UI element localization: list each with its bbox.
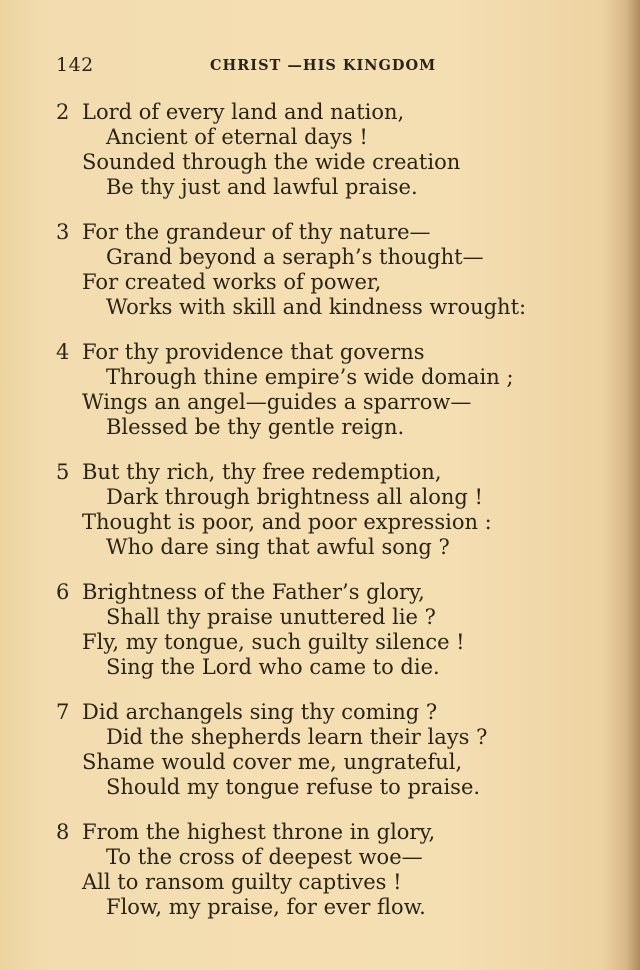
- verse-line: For thy providence that governs: [82, 340, 425, 364]
- stanza-number: 8: [56, 820, 70, 844]
- stanza-number: 2: [56, 100, 70, 124]
- verse-line: But thy rich, thy free redemption,: [82, 460, 442, 484]
- verse-line: Through thine empire’s wide domain ;: [106, 365, 514, 389]
- verse-line: Works with skill and kindness wrought:: [106, 295, 527, 319]
- stanza-2: [56, 100, 616, 200]
- verse-line: All to ransom guilty captives !: [82, 870, 402, 894]
- verse-line: Sounded through the wide creation: [82, 150, 461, 174]
- stanza-7: [56, 700, 616, 800]
- stanza-number: 6: [56, 580, 70, 604]
- verse-line: Sing the Lord who came to die.: [106, 655, 440, 679]
- verse-line: Grand beyond a seraph’s thought—: [106, 245, 484, 269]
- verse-line: Lord of every land and nation,: [82, 100, 405, 124]
- page-number: 142: [56, 54, 94, 76]
- verse-line: Be thy just and lawful praise.: [106, 175, 418, 199]
- verse-line: Dark through brightness all along !: [106, 485, 483, 509]
- page-header-title: CHRIST —HIS KINGDOM: [210, 57, 437, 74]
- stanza-number: 7: [56, 700, 70, 724]
- verse-line: To the cross of deepest woe—: [106, 845, 423, 869]
- verse-line: Should my tongue refuse to praise.: [106, 775, 481, 799]
- verse-line: Shall thy praise unuttered lie ?: [106, 605, 436, 629]
- verse-line: For the grandeur of thy nature—: [82, 220, 431, 244]
- verse-line: Did the shepherds learn their lays ?: [106, 725, 488, 749]
- stanza-3: [56, 220, 616, 320]
- verse-line: Brightness of the Father’s glory,: [82, 580, 425, 604]
- stanza-8: [56, 820, 616, 920]
- page-edge-shadow: [626, 0, 640, 970]
- stanza-number: 5: [56, 460, 70, 484]
- verse-line: Ancient of eternal days !: [106, 125, 368, 149]
- stanza-4: [56, 340, 616, 440]
- stanza-5: [56, 460, 616, 560]
- verse-line: Shame would cover me, ungrateful,: [82, 750, 463, 774]
- verse-line: Blessed be thy gentle reign.: [106, 415, 405, 439]
- stanza-number: 3: [56, 220, 70, 244]
- verse-line: From the highest throne in glory,: [82, 820, 436, 844]
- stanza-number: 4: [56, 340, 70, 364]
- verse-line: Did archangels sing thy coming ?: [82, 700, 438, 724]
- verse-line: For created works of power,: [82, 270, 382, 294]
- running-head: [56, 54, 596, 78]
- stanza-6: [56, 580, 616, 680]
- hymn-stanzas: [56, 100, 616, 940]
- verse-line: Wings an angel—guides a sparrow—: [82, 390, 472, 414]
- verse-line: Fly, my tongue, such guilty silence !: [82, 630, 465, 654]
- verse-line: Thought is poor, and poor expression :: [82, 510, 492, 534]
- verse-line: Flow, my praise, for ever flow.: [106, 895, 426, 919]
- verse-line: Who dare sing that awful song ?: [106, 535, 450, 559]
